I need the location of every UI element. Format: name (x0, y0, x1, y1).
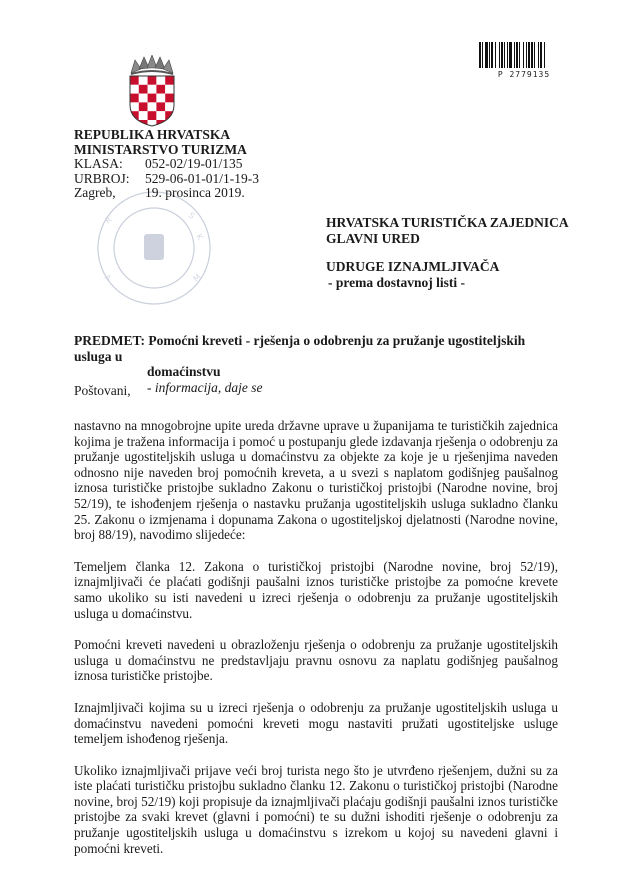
barcode-number: P 2779135 (497, 70, 551, 79)
sender-block (74, 128, 259, 201)
recipient-1-line-1: HRVATSKA TURISTIČKA ZAJEDNICA (326, 215, 569, 230)
paragraph-4: Iznajmljivači kojima su u izreci rješenja o odobrenju za pružanje ugostiteljskih usluga u domaćinstvu navedeni pomoćni kreveti mogu nastaviti pružati ugostiteljske usluge temeljem ishođenog rješenja. (74, 699, 558, 747)
svg-text:K: K (194, 232, 205, 242)
svg-text:S: S (186, 210, 197, 221)
date: 19. prosinca 2019. (145, 185, 245, 200)
paragraph-3: Pomoćni kreveti navedeni u obrazloženju rješenja o odobrenju za pružanje ugostiteljskih usluga u domaćinstvu ne predstavljaju pravnu osnovu za naplatu godišnjeg paušalnog iznosa turističke pristojbe. (74, 637, 558, 684)
coat-of-arms-icon (125, 55, 179, 127)
barcode-bars (478, 42, 570, 70)
urbroj-value: 529-06-01-01/1-19-3 (145, 170, 259, 186)
greeting: Poštovani, (74, 383, 131, 398)
recipient-2-line-1: UDRUGE IZNAJMLJIVAČA (326, 259, 500, 274)
date-row (74, 186, 259, 201)
subject-text: Pomoćni kreveti - rješenja o odobrenju za pružanje ugostiteljskih usluga u (74, 333, 526, 364)
place: Zagreb, (74, 185, 116, 200)
urbroj-label: URBROJ: (74, 170, 130, 186)
svg-text:R: R (103, 215, 114, 226)
subject-subtitle: - informacija, daje se (147, 379, 263, 395)
barcode (478, 42, 570, 80)
letter-body (74, 418, 558, 872)
subject-text-continued: domaćinstvu (147, 364, 221, 379)
klasa-label: KLASA: (74, 156, 123, 171)
klasa-row (74, 157, 259, 172)
paragraph-2: Temeljem članka 12. Zakona o turističkoj pristojbi (Narodne novine, broj 52/19), iznajmljivači će plaćati godišnji paušalni iznos turističke pristojbe za pomoćne krevete samo ukoliko su isti navedeni u izreci rješenja o odobrenju za pružanje ugostiteljskih usluga u domaćinstvu. (74, 558, 558, 621)
klasa-value: 052-02/19-01/135 (145, 156, 243, 171)
svg-text:A: A (102, 272, 113, 284)
subject-label: PREDMET: (74, 333, 145, 348)
republic-name: REPUBLIKA HRVATSKA (74, 127, 231, 142)
paragraph-1: nastavno na mnogobrojne upite ureda državne uprave u županijama te turističkih zajednica kojima je tražena informacija i pomoć u postupanju glede izdavanja rješenja o odobrenju za pružanje ugostiteljskih usluga u domaćinstvu za objekte za koje je u rješenjima naveden odnosno nije naveden broj pomoćnih kreveta, a u svezi s naplatom godišnjeg paušalnog iznosa turističke pristojbe sukladno Zakonu o turističkoj pristojbi (Narodne novine, broj 52/19), te ishođenjem rješenja o nastavku pružanja ugostiteljskih usluga sukladno članku 25. Zakonu o izmjenama i dopunama Zakona o ugostiteljskoj djelatnosti (Narodne novine, broj 88/19), navodimo slijedeće: (74, 418, 558, 543)
svg-text:M: M (191, 272, 203, 284)
recipient-1-line-2: GLAVNI URED (326, 230, 420, 246)
ministry-name: MINISTARSTVO TURIZMA (74, 141, 247, 157)
recipients-block (326, 215, 569, 290)
recipient-2-line-2: - prema dostavnoj listi - (328, 274, 465, 290)
urbroj-row (74, 172, 259, 187)
paragraph-5: Ukoliko iznajmljivači prijave veći broj turista nego što je utvrđeno rješenjem, dužni su za iste plaćati turističku pristojbu sukladno članku 12. Zakonu o turističkoj pristojbi (Narodne novine, broj 52/19) koji propisuje da iznajmljivači plaćaju godišnji paušalni iznos turističke pristojbe za svaki krevet (glavni i pomoćni) te su dužni ishoditi rješenje o odobrenju za pružanje ugostiteljskih usluga u domaćinstvu s izrekom u kojoj su navedeni glavni i pomoćni kreveti. (74, 762, 558, 856)
subject-block (74, 333, 554, 395)
official-stamp-icon (84, 186, 224, 310)
